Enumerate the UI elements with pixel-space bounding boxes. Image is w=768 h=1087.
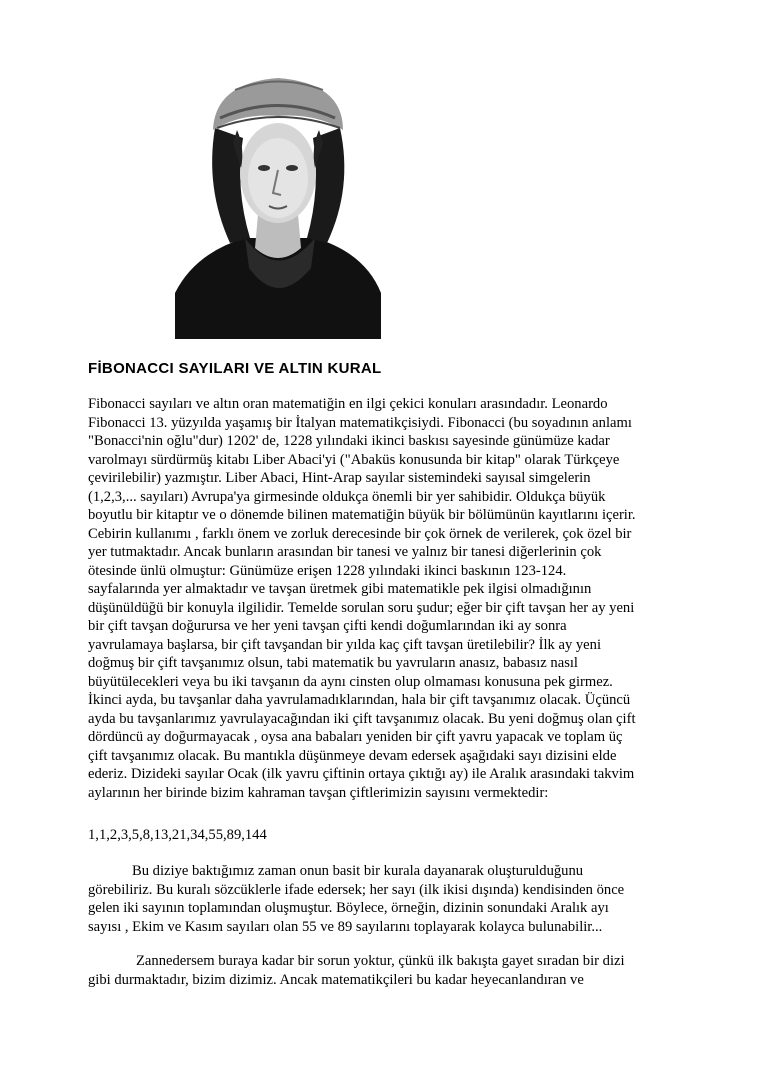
text-line: yavrulamaya başlarsa, bir çift tavşandan bir yılda kaç çift tavşan üretilebilir? İlk ay yeni <box>88 636 602 653</box>
text-line: sayısı , Ekim ve Kasım sayıları olan 55 ve 89 sayılarını toplayarak kolayca bulunabilir... <box>88 918 603 935</box>
text-line: boyutlu bir kitaptır ve o dönemde bilinen matematiğin büyük bir bölümünün kayıtlarını içerir. <box>88 507 636 523</box>
document-title: FİBONACCI SAYILARI VE ALTIN KURAL <box>88 360 382 377</box>
text-line: ötesinde ünlü olmuştur: Günümüze erişen 1228 yılındaki ikinci baskının 123-124. <box>88 562 567 579</box>
text-line: yer tutmaktadır. Ancak bunların arasından bir tanesi ve yalnız bir tanesi diğerlerinin çok <box>88 544 602 560</box>
text-line: gibi durmaktadır, bizim dizimiz. Ancak matematikçileri bu kadar heyecanlandıran ve <box>88 971 584 988</box>
text-line: Fibonacci 13. yüzyılda yaşamış bir İtalyan matematikçisiydi. Fibonacci (bu soyadının anlamı <box>88 414 632 431</box>
text-line: çevirilebilir) yazmıştır. Liber Abaci, Hint-Arap sayılar sistemindeki sayısal simgelerin <box>88 470 591 486</box>
paragraph-intro <box>88 395 688 802</box>
text-line: gelen iki sayının toplamından oluşmuştur. Böylece, örneğin, dizinin sonundaki Aralık ayı <box>88 900 609 916</box>
text-line: (1,2,3,... sayıları) Avrupa'ya girmesinde oldukça önemli bir yer sahibidir. Oldukça büyük <box>88 488 606 505</box>
text-line: Bu diziye baktığımız zaman onun basit bir kurala dayanarak oluşturulduğunu <box>132 863 584 879</box>
fibonacci-portrait-image <box>175 68 381 339</box>
paragraph-continuation <box>88 952 688 989</box>
text-line: bir çift tavşan doğurursa ve her yeni tavşan çifti kendi doğumlarından iki ay sonra <box>88 618 567 634</box>
text-line: görebiliriz. Bu kuralı sözcüklerle ifade edersek; her sayı (ilk ikisi dışında) kendisinden önce <box>88 881 625 898</box>
text-line: sayfalarında yer almaktadır ve tavşan üretmek gibi matematikle pek ilgisi olmadığının <box>88 581 592 597</box>
text-line: çift tavşanımız olacak. Bu mantıkla düşünmeye devam edersek aşağıdaki sayı dizisini elde <box>88 747 617 764</box>
text-line: Fibonacci sayıları ve altın oran matematiğin en ilgi çekici konuları arasındadır. Leonardo <box>88 396 608 412</box>
text-line: dördüncü ay doğurmayacak , oysa ana babaları yeniden bir çift yavru yapacak ve toplam üç <box>88 729 623 745</box>
text-line: aylarının her birinde bizim kahraman tavşan çiftlerimizin sayısını vermektedir: <box>88 784 549 801</box>
text-line: İkinci ayda, bu tavşanlar daha yavrulamadıklarından, hala bir çift tavşanımız olacak. Üçüncü <box>88 692 631 708</box>
sequence-text: 1,1,2,3,5,8,13,21,34,55,89,144 <box>88 827 267 843</box>
text-line: varolmayı sürdürmüş kitabı Liber Abaci'yi ("Abaküs konusunda bir kitap" olarak Türkçeye <box>88 451 620 468</box>
text-line: Zannedersem buraya kadar bir sorun yoktur, çünkü ilk bakışta gayet sıradan bir dizi <box>136 953 625 969</box>
text-line: Cebirin kullanımı , farklı önem ve zorluk derecesinde bir çok örnek de verilerek, çok özel bir <box>88 525 632 542</box>
text-line: ayda bu tavşanlarımız yavrulayacağından iki çift tavşanımız olacak. Bu yeni doğmuş olan çift <box>88 710 636 727</box>
text-line: doğmuş bir çift tavşanımız olsun, tabi matematik bu yavruların anasız, babasız nasıl <box>88 655 578 671</box>
text-line: büyütülecekleri veya bu iki tavşanın da aynı cinsten olup olmaması konusuna pek girmez. <box>88 673 613 690</box>
fibonacci-sequence <box>88 826 688 845</box>
paragraph-rule <box>88 862 688 936</box>
text-line: düşünüldüğü bir konuyla ilgilidir. Temelde sorulan soru şudur; eğer bir çift tavşan her ay yeni <box>88 599 635 616</box>
text-line: "Bonacci'nin oğlu"dur) 1202' de, 1228 yılındaki ikinci baskısı sayesinde günümüze kadar <box>88 433 610 449</box>
text-line: ederiz. Dizideki sayılar Ocak (ilk yavru çiftinin ortaya çıktığı ay) ile Aralık arasındaki takvim <box>88 766 635 782</box>
